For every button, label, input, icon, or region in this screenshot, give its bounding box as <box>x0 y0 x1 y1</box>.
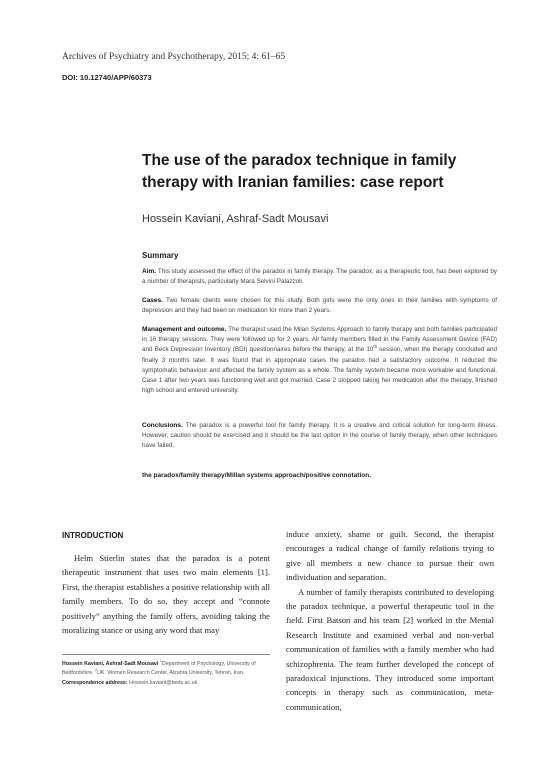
introduction-heading: INTRODUCTION <box>62 531 124 540</box>
management-label: Management and outcome. <box>142 326 227 333</box>
keywords: the paradox/family therapy/Millan systems approach/positive connotation. <box>142 472 371 479</box>
intro-paragraph-1: Helm Stierlin states that the paradox is a potent therapeutic instrument that uses two main elements [1]. First, the therapist establishes a positive relationship with all family members. To do so, they accept and “connote positively” anything the family offers, avoiding taking the moralizing stance or using any word that may <box>62 553 270 636</box>
summary-cases <box>142 296 497 316</box>
footnote-authors: Hossein Kaviani, Ashraf-Sadt Mousavi <box>62 661 159 667</box>
cases-label: Cases. <box>142 297 163 304</box>
article-authors: Hossein Kaviani, Ashraf-Sadt Mousavi <box>142 213 329 225</box>
summary-aim <box>142 267 497 287</box>
intro-paragraph-2: A number of family therapists contributed to developing the paradox technique, a powerful therapeutic tool in the field. First Batson and his team [2] worked in the Mental Research Institute and examined verbal and non-verbal communication of families with a family member who had schizophrenia. The team further developed the concept of paradoxical injunctions. They introduced some important concepts in therapy such as communication, meta-communication, <box>286 586 494 712</box>
summary-management <box>142 325 497 396</box>
management-sup: th <box>373 344 378 350</box>
correspondence-label: Correspondence address: <box>62 679 128 686</box>
author-affiliations <box>62 660 270 688</box>
article-title: The use of the paradox technique in family therapy with Iranian families: case report <box>142 152 457 191</box>
aim-text: This study assessed the effect of the paradox in family therapy. The paradox, as a therapeutic tool, has been explored by a number of therapists, particularly Mara Selvini Palazzoli. <box>142 268 497 286</box>
correspondence-email: Hossein.kaviani@beds.ac.uk <box>129 679 198 686</box>
management-text-1: The therapist used the Milan Systems Approach to family therapy and both families participated in 16 therapy sessions. They were followed up for 2 years. All family members filled in the Family Assessment Device (FAD) and Beck Depression Inventory (BDI) questionnaires before the therapy, at the 10 <box>142 326 497 354</box>
footnote-divider <box>62 654 270 655</box>
conclusions-text: The paradox is a powerful tool for family therapy. It is a creative and critical solution for long-term illness. However, caution should be exercised and it should be the last option in the course of family therapy, when other techniques have failed. <box>142 422 497 450</box>
cases-text: Two female clients were chosen for this study. Both girls were the only ones in their families with symptoms of depression and they had been on medication for more than 2 years. <box>142 297 497 315</box>
affil-sup-2: 2 <box>95 668 98 673</box>
summary-heading: Summary <box>142 251 179 260</box>
introduction-left-column <box>62 551 270 637</box>
aim-label: Aim. <box>142 268 157 275</box>
introduction-right-column <box>286 527 494 714</box>
affil-sup-1: 1 <box>159 659 162 664</box>
conclusions-label: Conclusions. <box>142 422 183 429</box>
doi: DOI: 10.12740/APP/60373 <box>62 73 152 82</box>
affil-2: UK. Women Research Center, Alzahra University, Tehran, Iran. <box>97 670 245 677</box>
intro-paragraph-continued: induce anxiety, shame or guilt. Second, the therapist encourages a radical change of family relations trying to give all members a new chance to pursue their own individuation and separation. <box>286 529 494 583</box>
summary-conclusions <box>142 421 497 452</box>
affil-1: Department of Psychology, University of Bedfordshire, <box>62 661 256 677</box>
journal-citation: Archives of Psychiatry and Psychotherapy, 2015; 4: 61–65 <box>62 52 286 62</box>
management-text-2: session, when the therapy concluded and finally 3 months later. It was found that in appropriate cases the paradox had a satisfactory outcome. It reduced the symptomatic behaviour and affected the family system as a whole. The family system became more workable and functional. Case 1 after two years was functioning well and got married. Case 2 stopped taking her medication after the therapy, finished high school and entered university. <box>142 346 497 395</box>
